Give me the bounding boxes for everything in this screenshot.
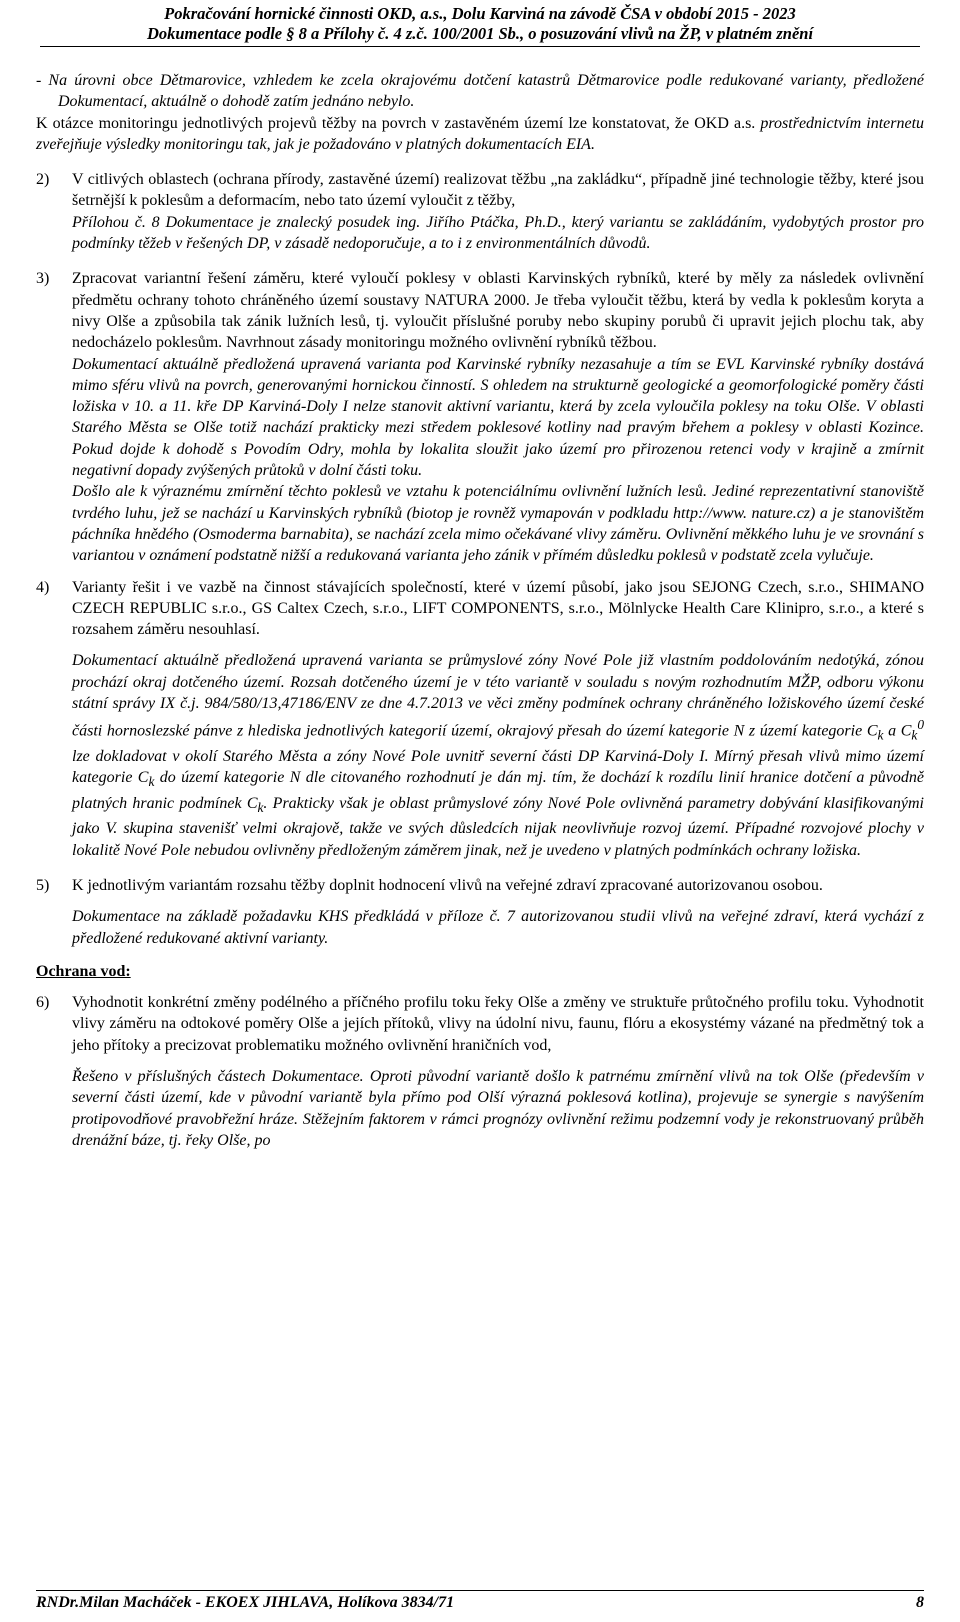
document-body	[36, 70, 924, 1151]
item-number: 4)	[36, 578, 50, 596]
list-item-2	[36, 169, 924, 254]
item-number: 6)	[36, 994, 50, 1012]
list-item-5	[36, 875, 924, 949]
item-number: 2)	[36, 171, 50, 189]
response-text: Řešeno v příslušných částech Dokumentace. Oproti původní variantě došlo k patrnému zmírnění vlivů na tok Olše (především v severní části území, kde v původní variantě byla přímo pod Olší výrazná poklesová kotlina), projevuje se synergie s navýšením protipovodňové pravobřežní hráze. Stěžejním faktorem v rámci prognózy ovlivnění režimu podzemní vody je rekonstruovaný průběh drenážní báze, tj. řeky Olše, po	[72, 1068, 924, 1149]
item-number: 5)	[36, 876, 50, 894]
page-number: 8	[916, 1594, 924, 1611]
paragraph-monitoring-b: prostřednictvím internetu zveřejňuje výsledky monitoringu tak, jak je požadováno v platných dokumentacích EIA.	[36, 114, 925, 153]
item-body	[72, 169, 924, 254]
paragraph-monitoring	[36, 113, 924, 156]
requirement-text: V citlivých oblastech (ochrana přírody, zastavěné území) realizovat těžbu „na zakládku“, případně jiné technologie těžby, které jsou šetrnější k poklesům a deformacím, nebo tato území vyloučit z těžby,	[72, 171, 924, 210]
response-text: Dokumentace na základě požadavku KHS předkládá v příloze č. 7 autorizovanou studii vlivů na veřejné zdraví, která vychází z předložené redukované aktivní varianty.	[72, 908, 924, 947]
section-heading-water: Ochrana vod:	[36, 962, 131, 980]
item-body	[72, 268, 924, 566]
item-body	[72, 992, 924, 1151]
response-text: Přílohou č. 8 Dokumentace je znalecký posudek ing. Jiřího Ptáčka, Ph.D., který variantu se zakládáním, vydobytých prostor pro podmínky těžeb v řešených DP, v zásadě nedoporučuje, a to i z environmentálních důvodů.	[72, 213, 924, 253]
footer-author: RNDr.Milan Macháček - EKOEX JIHLAVA, Holíkova 3834/71	[36, 1594, 455, 1611]
requirement-text: Zpracovat variantní řešení záměru, které vyloučí poklesy v oblasti Karvinských rybníků, které by měly za následek ovlivnění předmětu ochrany tohoto chráněného území soustavy NATURA 2000. Je třeba vyloučit těžbu, která by vedla k poklesům koryta a nivy Olše a způsobila tak zánik lužních lesů, tj. vyloučit příslušné poruby nebo skupiny porubů či upravit jejich plochu tak, aby nedocházelo poklesům. Navrhnout zásady monitoringu možného ovlivnění rybníků těžbou.	[72, 270, 924, 352]
paragraph-monitoring-a: K otázce monitoringu jednotlivých projevů těžby na povrch v zastavěném území lze konstatovat, že OKD a.s.	[36, 114, 756, 132]
requirement-text: Varianty řešit i ve vazbě na činnost stávajících společností, které v území působí, jako jsou SEJONG Czech, s.r.o., SHIMANO CZECH REPUBLIC s.r.o., GS Caltex Czech, s.r.o., LIFT COMPONENTS, s.r.o., Mölnlycke Health Care Klinipro, s.r.o., a které s rozsahem záměru nesouhlasí.	[72, 578, 924, 639]
header-line-1: Pokračování hornické činnosti OKD, a.s., Dolu Karviná na závodě ČSA v období 2015 - 2023	[164, 4, 796, 23]
response-text: Dokumentací aktuálně předložená upravená varianta pod Karvinské rybníky nezasahuje a tím se EVL Karvinské rybníky dostává mimo sféru vlivů na povrch, generovanými hornickou činností. S ohledem na strukturně geologické a geomorfologické poměry části ložiska v 10. a 11. kře DP Karviná-Doly I nelze stanovit aktivní variantu, která by zcela vyloučila poklesy na toku Olše. V oblasti Starého Města se Olše totiž nachází prakticky mezi středem poklesové kotliny nad pravým břehem a poklesy v oblasti Kozince. Pokud dojde k dohodě s Povodím Odry, mohla by lokalita sloužit jako území pro přirozenou retenci vody v krajině a zmírnit negativní dopady zvýšených průtoků v dolní části toku.	[72, 355, 924, 480]
page-footer	[36, 1590, 924, 1612]
list-item-6	[36, 992, 924, 1151]
item-body	[72, 577, 924, 861]
requirement-text: K jednotlivým variantám rozsahu těžby doplnit hodnocení vlivů na veřejné zdraví zpracované autorizovanou osobou.	[72, 876, 823, 894]
list-item-4	[36, 577, 924, 861]
response-text: Dokumentací aktuálně předložená upravená varianta se průmyslové zóny Nové Pole již vlastním poddolováním nedotýká, zónou prochází okraj dotčeného území. Rozsah dotčeného území je v této variantě v souladu s novým rozhodnutím MŽP, odboru výkonu státní správy IX č.j. 984/580/13,47186/ENV ze dne 4.7.2013 ve věci změny podmínek ochrany chráněného ložiskového území české části hornoslezské pánve z hlediska jednotlivých kategorií území, okrajový přesah do území kategorie N z území kategorie $C_k$ a $C_k^0$ lze dokladovat v okolí Starého Města a zóny Nové Pole uvnitř severní části DP Karviná-Doly I. Mírný přesah vlivů mimo území kategorie $C_k$ do území kategorie N dle citovaného rozhodnutí je dán mj. tím, že dochází k rozdílu linií hranice dotčení a původně platných hranic podmínek $C_k$. Prakticky však je oblast průmyslové zóny Nové Pole ovlivněná parametry dobývání klasifikovanými jako V. skupina stavenišť velmi okrajově, takže ve svých důsledcích nijak neovlivňuje rozvoj území. Případné rozvojové plochy v lokalitě Nové Pole nebudou ovlivněny předloženým záměrem jinak, než je uvedeno v platných podmínkách ochrany ložiska.	[72, 652, 925, 859]
paragraph-detmarovice: - Na úrovni obce Dětmarovice, vzhledem ke zcela okrajovému dotčení katastrů Dětmarovice podle redukované varianty, předložené Dokumentací, aktuálně o dohodě zatím jednáno nebylo.	[36, 72, 924, 111]
header-line-2: Dokumentace podle § 8 a Přílohy č. 4 z.č. 100/2001 Sb., o posuzování vlivů na ŽP, v platném znění	[146, 24, 814, 43]
page-header	[40, 4, 920, 47]
requirement-text: Vyhodnotit konkrétní změny podélného a příčného profilu toku řeky Olše a změny ve struktuře průtočného profilu toku. Vyhodnotit vlivy záměru na odtokové poměry Olše a jejích přítoků, vlivy na údolní nivu, faunu, flóru a ekosystémy vázané na předmětný tok a jeho přítoky a precizovat problematiku možného ovlivnění hraničních vod,	[72, 994, 924, 1054]
item-number: 3)	[36, 270, 50, 288]
response-text: Došlo ale k výraznému zmírnění těchto poklesů ve vztahu k potenciálnímu ovlivnění lužních lesů. Jediné reprezentativní stanoviště tvrdého luhu, jež se nachází u Karvinských rybníků (biotop je rovněž vymapován v podkladu http://www. nature.cz) a je stanovištěm páchníka hnědého (Osmoderma barnabita), se nachází zcela mimo očekávané vlivy záměru. Ovlivnění měkkého luhu je ve srovnání s variantou v oznámení podstatně nižší a redukovaná varianta jeho zánik v přímém důsledku poklesů v podstatě zcela vylučuje.	[72, 483, 924, 565]
list-item-3	[36, 268, 924, 566]
item-body	[72, 875, 924, 949]
